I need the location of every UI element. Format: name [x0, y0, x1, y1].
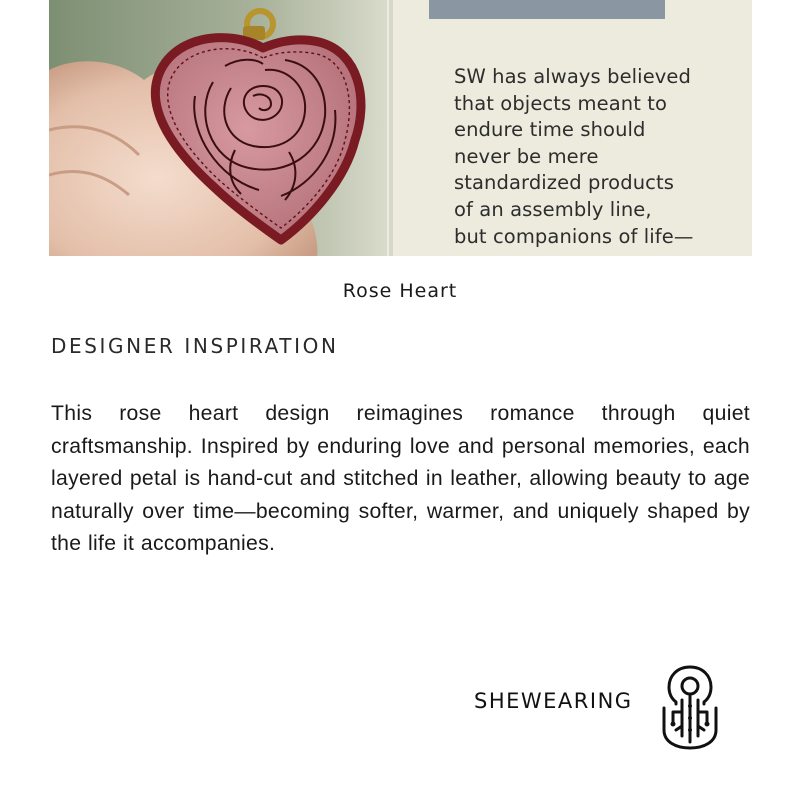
shewearing-logo-icon	[660, 664, 720, 750]
photo-text-line: endure time should	[454, 118, 646, 142]
photo-text-line: of an assembly line,	[454, 197, 652, 221]
inspiration-paragraph: This rose heart design reimagines romance through quiet craftsmanship. Inspired by enduring love and personal memories, each layered petal is hand-cut and stitched in leather, allowing beauty to age naturally over time—becoming softer, warmer, and uniquely shaped by the life it accompanies.	[51, 402, 750, 556]
photo-text-line: standardized products	[454, 171, 674, 195]
product-photo-banner	[49, 0, 752, 256]
brand-name: SHEWEARING	[474, 689, 633, 713]
section-heading: DESIGNER INSPIRATION	[51, 334, 339, 358]
photo-overlay-text	[454, 64, 752, 250]
photo-text-line: but companions of life—	[454, 224, 694, 248]
photo-text-line: never be mere	[454, 144, 599, 168]
product-caption: Rose Heart	[342, 280, 458, 302]
photo-text-line: that objects meant to	[454, 91, 668, 115]
photo-text-line: SW has always believed	[454, 65, 692, 88]
